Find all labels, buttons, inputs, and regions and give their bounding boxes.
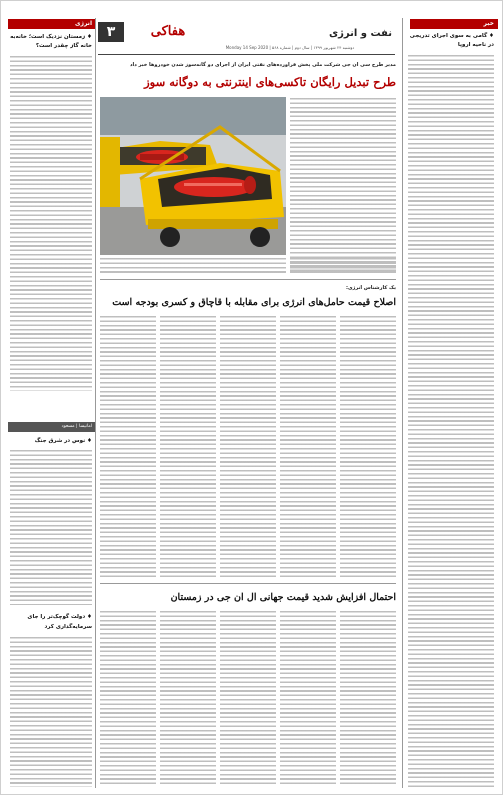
left-story3-body bbox=[10, 637, 92, 787]
newspaper-logo: هفاکی bbox=[150, 24, 186, 39]
left-story2-body bbox=[10, 450, 92, 605]
second-story-col4 bbox=[160, 316, 216, 578]
main-story-headline: طرح تبدیل رایگان تاکسی‌های اینترنتی به دوگانه سوز bbox=[144, 75, 396, 89]
third-story-col5 bbox=[100, 611, 156, 787]
right-story1-body bbox=[408, 55, 494, 787]
left-story1-title: ♦ زمستان نزدیک است؛ خانه‌به خانه گاز چقدر است؟ bbox=[10, 34, 92, 49]
third-story-col1 bbox=[340, 611, 396, 787]
left-column-divider bbox=[95, 18, 96, 788]
left-box-header: امانیسا | مسعود bbox=[8, 422, 96, 432]
left-story2-title: ♦ نوس در شرق جنگ bbox=[34, 438, 92, 444]
third-story-col4 bbox=[160, 611, 216, 787]
second-story-col5 bbox=[100, 316, 156, 578]
main-story-body-bottom-right bbox=[290, 258, 396, 274]
left-story3-title: ♦ دولت گوچک‌تر را جای سرمایه‌گذاری کرد bbox=[27, 614, 92, 630]
second-story-divider bbox=[100, 583, 396, 584]
taxi-photo-svg bbox=[100, 97, 286, 255]
taxi-photo bbox=[100, 97, 286, 255]
left-story1-body bbox=[10, 56, 92, 391]
second-story-col1 bbox=[340, 316, 396, 578]
main-story-divider bbox=[100, 279, 396, 280]
second-story-headline: اصلاح قیمت حامل‌های انرژی برای مقابله با قاچاق و کسری بودجه است bbox=[112, 297, 396, 308]
header-rule bbox=[98, 54, 395, 55]
main-story-body-top bbox=[290, 98, 396, 274]
second-story-col3 bbox=[220, 316, 276, 578]
right-column-divider bbox=[402, 18, 403, 788]
left-column-header: انرژی bbox=[8, 19, 96, 29]
right-column-header: خبر bbox=[410, 19, 498, 29]
page-number: ۳ bbox=[106, 24, 116, 40]
third-story-headline: احتمال افزایش شدید قیمت جهانی ال ان جی در زمستان bbox=[170, 592, 396, 603]
dateline: دوشنبه ۲۴ شهریور ۱۳۹۹ | سال دوم | شماره ۵۶۸ | Monday 14 Sep 2020 bbox=[225, 45, 355, 50]
main-story-body-bottom bbox=[100, 258, 286, 274]
second-story-col2 bbox=[280, 316, 336, 578]
main-story-kicker: مدیر طرح سی ان جی شرکت ملی پخش فراورده‌های نفتی ایران از اجرای دو گانه‌سوز شدن خودروها خبر داد bbox=[129, 62, 396, 68]
right-story1-title: ♦ گامی به سوی اجرای تدریجی در ناحیه اروپا bbox=[409, 33, 494, 48]
third-story-col3 bbox=[220, 611, 276, 787]
third-story-col2 bbox=[280, 611, 336, 787]
second-story-kicker: یک کارشناس انرژی: bbox=[345, 285, 396, 291]
page-number-box bbox=[98, 22, 124, 42]
section-title: نفت و انرژی bbox=[328, 28, 392, 39]
